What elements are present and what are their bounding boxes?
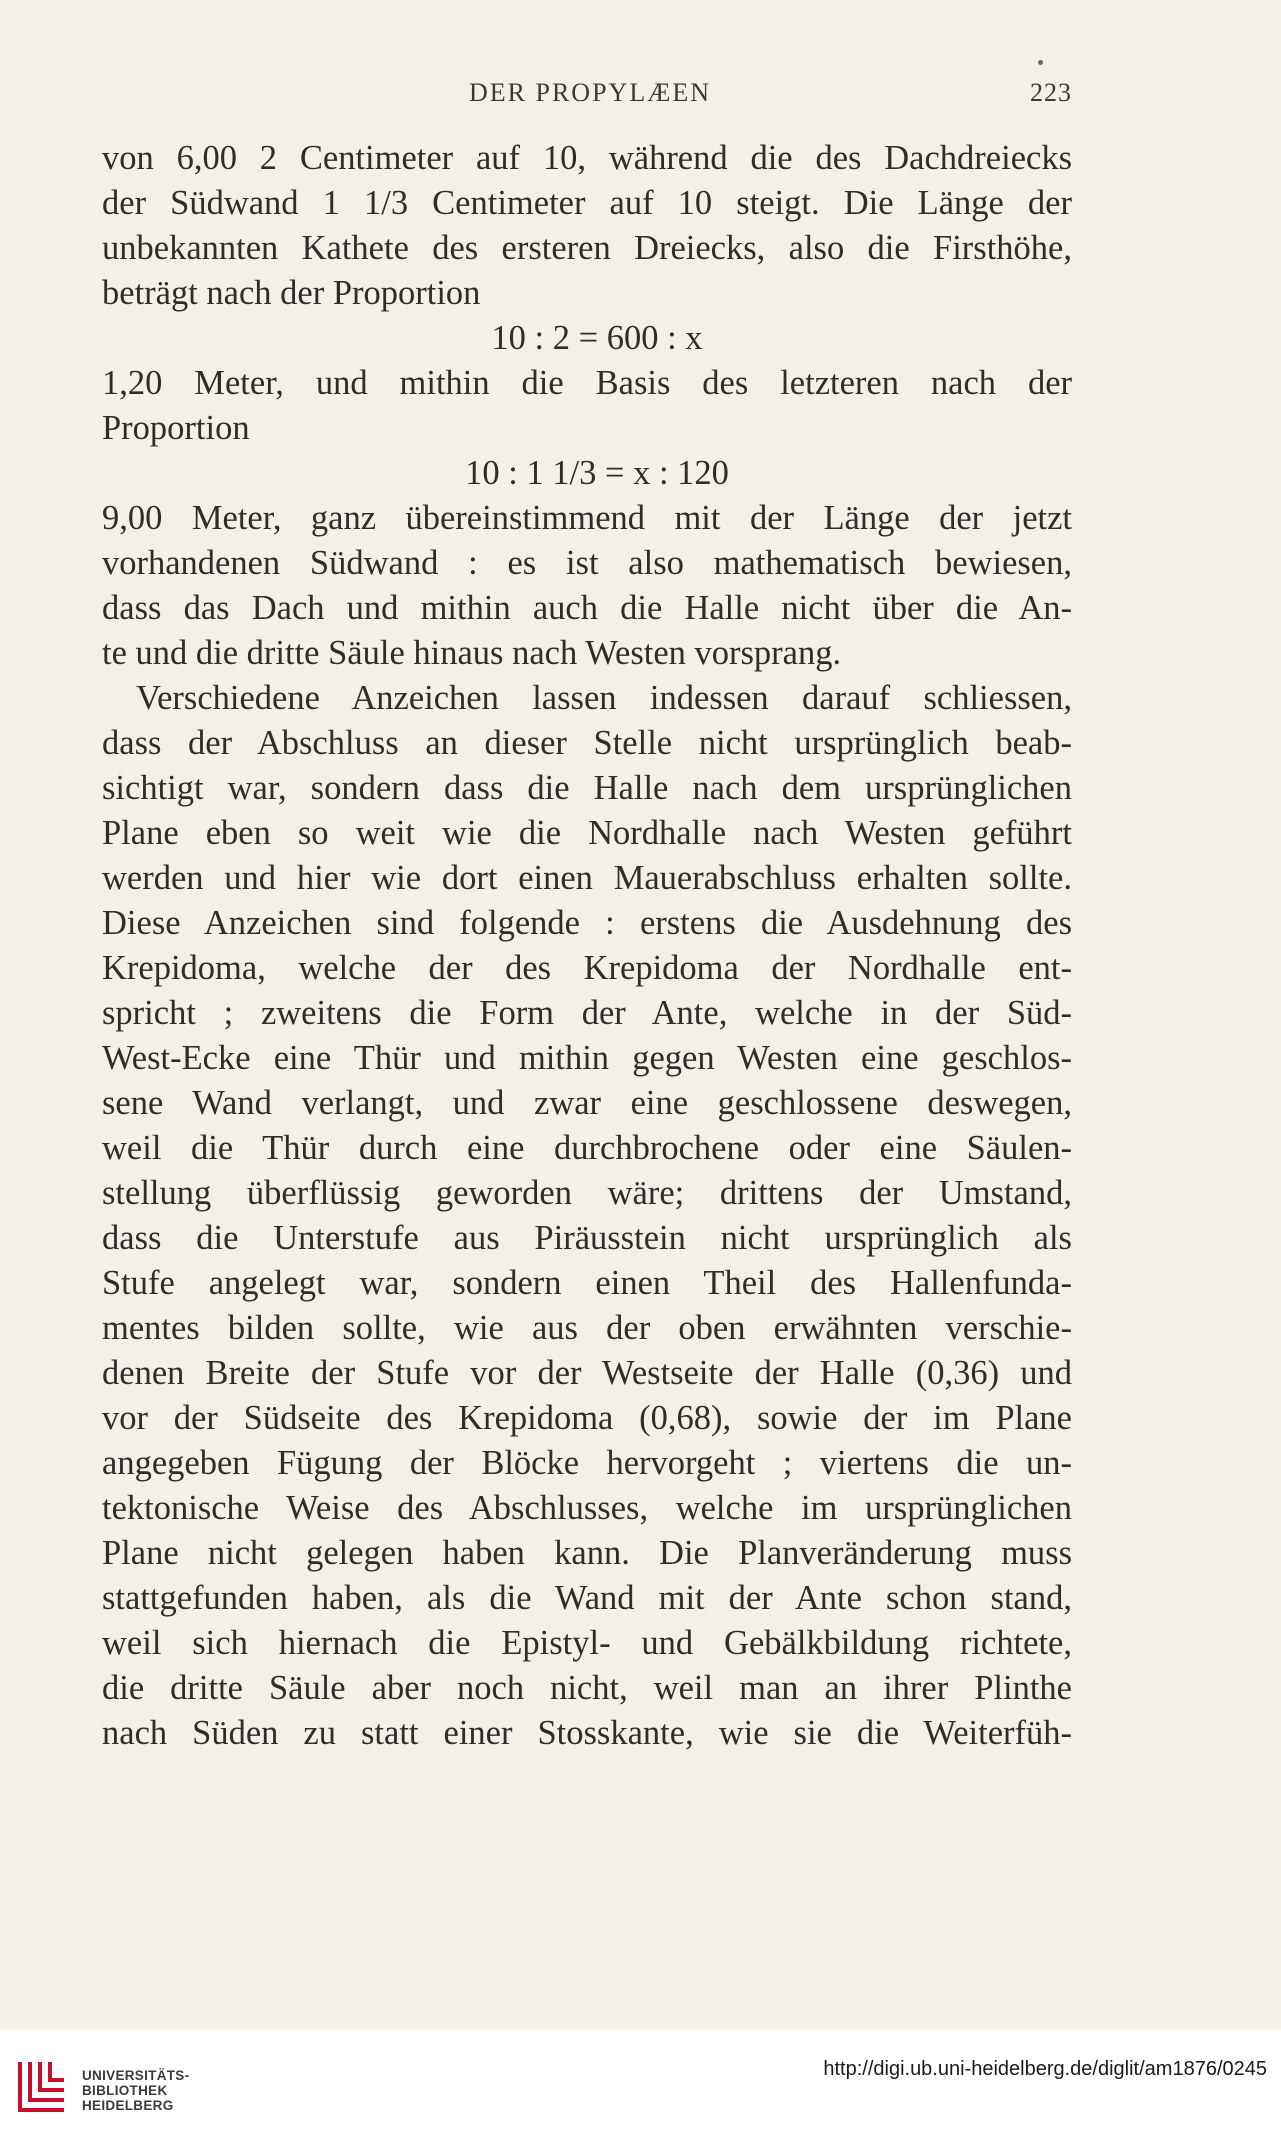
text-line: Verschiedene Anzeichen lassen indessen darauf schliessen, (136, 679, 1072, 717)
text-line: 9,00 Meter, ganz übereinstimmend mit der Länge der jetzt (102, 499, 1072, 537)
text-line: stellung überflüssig geworden wäre; drittens der Umstand, (102, 1174, 1072, 1212)
text-line: sene Wand verlangt, und zwar eine geschlossene deswegen, (102, 1084, 1072, 1122)
text-line: vorhandenen Südwand : es ist also mathematisch bewiesen, (102, 544, 1072, 582)
source-url-link[interactable]: http://digi.ub.uni-heidelberg.de/diglit/am1876/0245 (823, 2058, 1267, 2080)
text-line: weil die Thür durch eine durchbrochene oder eine Säulen- (102, 1129, 1072, 1167)
body-text (102, 136, 1072, 1756)
text-line: Stufe angelegt war, sondern einen Theil des Hallenfunda- (102, 1264, 1072, 1302)
text-line: nach Süden zu statt einer Stosskante, wie sie die Weiterfüh- (102, 1714, 1072, 1752)
text-line: dass die Unterstufe aus Piräusstein nicht ursprünglich als (102, 1219, 1072, 1257)
library-name-line: HEIDELBERG (82, 2098, 174, 2113)
page-header (100, 78, 1080, 118)
text-line: tektonische Weise des Abschlusses, welche im ursprünglichen (102, 1489, 1072, 1527)
university-logo-icon (14, 2056, 68, 2116)
text-line: Plane nicht gelegen haben kann. Die Planveränderung muss (102, 1534, 1072, 1572)
library-name-line: UNIVERSITÄTS- (82, 2068, 190, 2083)
text-line: te und die dritte Säule hinaus nach Westen vorsprang. (102, 634, 842, 672)
footer-bar (0, 2030, 1281, 2136)
text-line: die dritte Säule aber noch nicht, weil man an ihrer Plinthe (102, 1669, 1072, 1707)
text-line: 10 : 2 = 600 : x (491, 319, 703, 357)
text-line: Proportion (102, 409, 250, 447)
text-line: vor der Südseite des Krepidoma (0,68), sowie der im Plane (102, 1399, 1072, 1437)
text-line: Krepidoma, welche der des Krepidoma der Nordhalle ent- (102, 949, 1072, 987)
text-line: beträgt nach der Proportion (102, 274, 481, 312)
text-line: der Südwand 1 1/3 Centimeter auf 10 steigt. Die Länge der (102, 184, 1072, 222)
text-line: unbekannten Kathete des ersteren Dreiecks, also die Firsthöhe, (102, 229, 1072, 267)
text-line: denen Breite der Stufe vor der Westseite der Halle (0,36) und (102, 1354, 1072, 1392)
text-line: West-Ecke eine Thür und mithin gegen Westen eine geschlos- (102, 1039, 1072, 1077)
text-line: 10 : 1 1/3 = x : 120 (465, 454, 729, 492)
ink-speck (1038, 60, 1043, 65)
text-line: Diese Anzeichen sind folgende : erstens die Ausdehnung des (102, 904, 1072, 942)
text-line: stattgefunden haben, als die Wand mit der Ante schon stand, (102, 1579, 1072, 1617)
page-number: 223 (1030, 78, 1072, 107)
text-line: weil sich hiernach die Epistyl- und Gebälkbildung richtete, (102, 1624, 1072, 1662)
text-line: angegeben Fügung der Blöcke hervorgeht ; viertens die un- (102, 1444, 1072, 1482)
text-line: dass der Abschluss an dieser Stelle nicht ursprünglich beab- (102, 724, 1072, 762)
library-name (82, 2068, 189, 2113)
text-line: dass das Dach und mithin auch die Halle nicht über die An- (102, 589, 1072, 627)
text-line: mentes bilden sollte, wie aus der oben erwähnten verschie- (102, 1309, 1072, 1347)
text-line: 1,20 Meter, und mithin die Basis des letzteren nach der (102, 364, 1072, 402)
text-line: werden und hier wie dort einen Mauerabschluss erhalten sollte. (102, 859, 1072, 897)
text-line: von 6,00 2 Centimeter auf 10, während die des Dachdreiecks (102, 139, 1072, 177)
running-head: DER PROPYLÆEN (469, 78, 711, 107)
text-line: sichtigt war, sondern dass die Halle nach dem ursprünglichen (102, 769, 1072, 807)
library-name-line: BIBLIOTHEK (82, 2083, 168, 2098)
text-line: spricht ; zweitens die Form der Ante, welche in der Süd- (102, 994, 1072, 1032)
text-line: Plane eben so weit wie die Nordhalle nach Westen geführt (102, 814, 1072, 852)
